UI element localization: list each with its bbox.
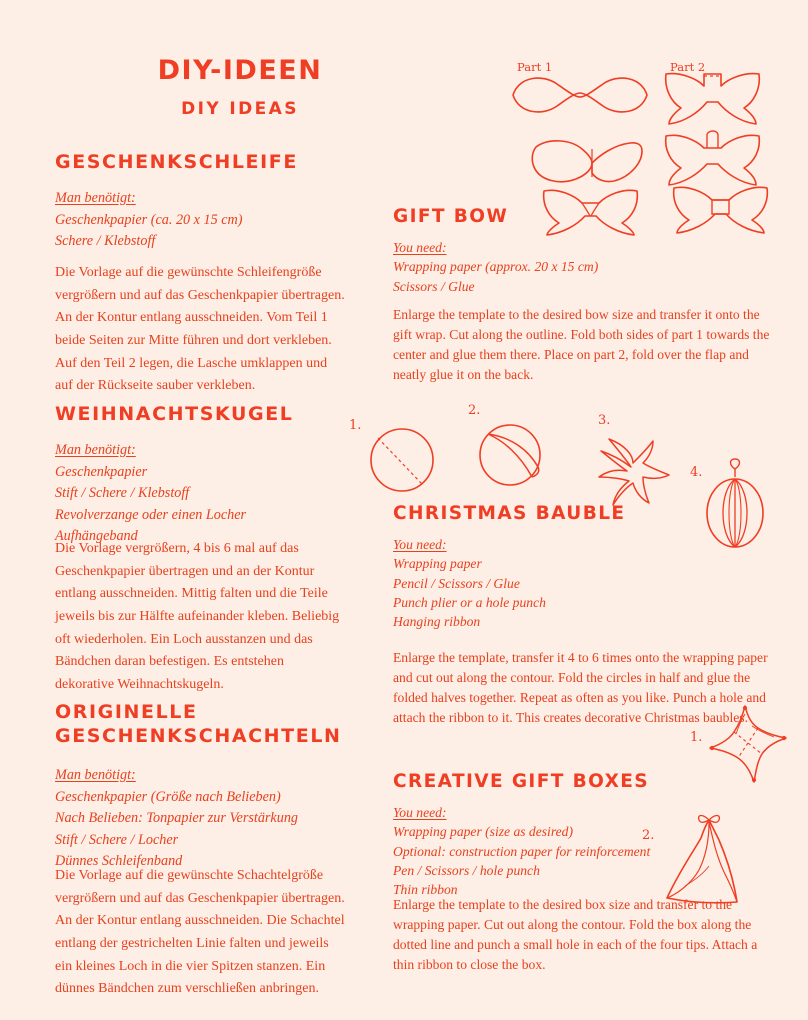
page-subtitle: DIY IDEAS xyxy=(181,99,299,119)
illustration-bauble-step1 xyxy=(362,418,442,498)
needs-item: Pen / Scissors / hole punch xyxy=(393,862,540,878)
giftboxes-body-en: Enlarge the template to the desired box size and transfer to the wrapping paper. Cut out along the contour. Fold the box along the dotted line and punch a small hole in each of the four tips. Attach a thin ribbon to close the box. xyxy=(393,897,758,973)
illustration-bow-part2-template xyxy=(660,68,765,128)
needs-item: Pencil / Scissors / Glue xyxy=(393,575,520,591)
needs-item: Wrapping paper (approx. 20 x 15 cm) xyxy=(393,259,599,275)
figure-number-3: 3. xyxy=(598,413,611,428)
needs-item: Scissors / Glue xyxy=(393,278,475,294)
figure-number-2: 2. xyxy=(642,828,655,843)
needs-label-en: You need: xyxy=(393,805,447,820)
illustration-bauble-step2 xyxy=(470,415,555,495)
illustration-bow-part1-template xyxy=(505,70,655,120)
needs-item: Wrapping paper (size as desired) xyxy=(393,824,573,840)
needs-item: Aufhängeband xyxy=(55,528,138,545)
section-heading-gift-bow-de: GESCHENKSCHLEIFE xyxy=(55,151,298,173)
needs-item: Stift / Schere / Locher xyxy=(55,831,179,848)
section-heading-gift-bow-en: GIFT BOW xyxy=(393,206,509,227)
illustration-giftbox-finished xyxy=(655,810,770,925)
needs-item: Geschenkpapier (Größe nach Belieben) xyxy=(55,788,281,805)
section-heading-bauble-de: WEIHNACHTSKUGEL xyxy=(55,403,294,425)
bauble-body-en: Enlarge the template, transfer it 4 to 6 times onto the wrapping paper and cut out along the contour. Fold the circles in half and glue the folded halves together. Repeat as often as you like. Punch a hole and attach the ribbon to it. This creates decorative Christmas baubles. xyxy=(393,650,768,726)
needs-item: Wrapping paper xyxy=(393,556,482,572)
illustration-bow-step-fold xyxy=(530,135,645,190)
gift-bow-body-de: Die Vorlage auf die gewünschte Schleifengröße vergrößern und auf das Geschenkpapier übertragen. An der Kontur entlang ausschneiden. Vom Teil 1 beide Seiten zur Mitte führen und dort verkleben. Auf den Teil 2 legen, die Lasche umklappen und auf der Rückseite sauber verkleben. xyxy=(55,265,345,394)
needs-item: Schere / Klebstoff xyxy=(55,233,156,250)
section-heading-giftboxes-en: CREATIVE GIFT BOXES xyxy=(393,771,649,792)
illustration-bauble-step3 xyxy=(585,425,675,510)
page-title: DIY-IDEEN xyxy=(157,55,323,86)
needs-label-en: You need: xyxy=(393,240,447,255)
gift-bow-needs-de xyxy=(55,188,345,253)
gift-bow-body-en: Enlarge the template to the desired bow size and transfer it onto the gift wrap. Cut along the outline. Fold both sides of part 1 towards the center and glue them there. Place on part 2, fold over the flap and neatly glue it on the back. xyxy=(393,307,770,383)
needs-item: Thin ribbon xyxy=(393,882,458,898)
illustration-bauble-finished xyxy=(695,455,775,555)
needs-label-de: Man benötigt: xyxy=(55,190,136,206)
illustration-bow-finished-front xyxy=(538,185,643,237)
bauble-needs-de xyxy=(55,440,345,548)
figure-number-1: 1. xyxy=(690,730,703,745)
section-heading-giftboxes-de: ORIGINELLE GESCHENKSCHACHTELN xyxy=(55,701,342,748)
needs-label-en: You need: xyxy=(393,537,447,552)
giftboxes-needs-de xyxy=(55,765,345,873)
illustration-giftbox-template xyxy=(690,700,800,810)
section-heading-bauble-en: CHRISTMAS BAUBLE xyxy=(393,503,626,524)
bauble-body-de: Die Vorlage vergrößern, 4 bis 6 mal auf das Geschenkpapier übertragen und an der Kontur entlang ausschneiden. Mittig falten und die Teile jeweils bis zur Hälfte aufeinander kleben. Beliebig oft wiederholen. Ein Loch ausstanzen und das Bändchen daran befestigen. Es entstehen dekorative Weihnachtskugeln. xyxy=(55,541,340,693)
figure-number-1: 1. xyxy=(349,418,362,433)
needs-item: Hanging ribbon xyxy=(393,614,481,630)
needs-item: Dünnes Schleifenband xyxy=(55,853,183,870)
gift-bow-needs-en xyxy=(393,238,775,296)
needs-item: Revolverzange oder einen Locher xyxy=(55,506,247,523)
figure-label-part-1: Part 1 xyxy=(517,60,553,74)
needs-label-de: Man benötigt: xyxy=(55,442,136,458)
illustration-bow-finished-back xyxy=(668,180,773,236)
needs-item: Nach Belieben: Tonpapier zur Verstärkung xyxy=(55,810,299,827)
figure-label-part-2: Part 2 xyxy=(670,60,706,74)
figure-number-2: 2. xyxy=(468,403,481,418)
needs-item: Geschenkpapier xyxy=(55,463,148,480)
figure-number-4: 4. xyxy=(690,465,703,480)
needs-item: Optional: construction paper for reinforcement xyxy=(393,843,651,859)
needs-item: Stift / Schere / Klebstoff xyxy=(55,485,190,502)
needs-item: Geschenkpapier (ca. 20 x 15 cm) xyxy=(55,211,243,228)
needs-item: Punch plier or a hole punch xyxy=(393,594,546,610)
giftboxes-body-de: Die Vorlage auf die gewünschte Schachtelgröße vergrößern und auf das Geschenkpapier übertragen. An der Kontur entlang ausschneiden. Die Schachtel entlang der gestrichelten Linie falten und jeweils ein kleines Loch in die vier Spitzen stanzen. Ein dünnes Bändchen zum verschließen anbringen. xyxy=(55,868,345,997)
needs-label-de: Man benötigt: xyxy=(55,767,136,783)
